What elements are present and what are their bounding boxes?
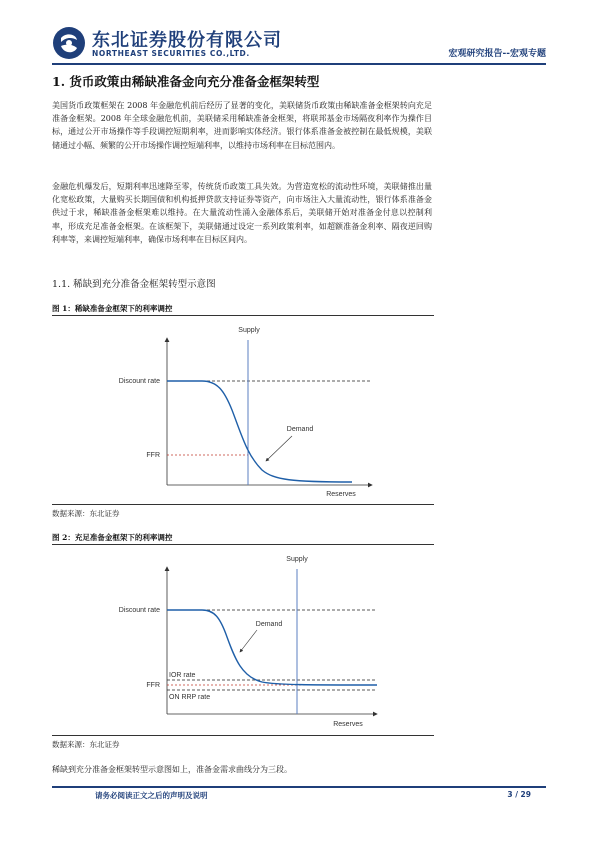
fig2-x-axis-label: Reserves: [333, 721, 363, 728]
figure-2-bottom-rule: [52, 735, 434, 736]
fig2-supply-label: Supply: [286, 556, 308, 563]
page-number: 3 / 29: [507, 790, 531, 799]
subsection-heading: 1.1. 稀缺到充分准备金框架转型示意图: [52, 279, 216, 290]
figure-2-title: 图 2：充足准备金框架下的利率调控: [52, 533, 173, 542]
paragraph-1: 美国货币政策框架在 2008 年金融危机前后经历了显著的变化，美联储货币政策由稀缺准备金框架转向充足准备金框架。2008 年全球金融危机前，美联储采用稀缺准备金框架，将联邦基金市场隔夜利率作为操作目标，通过公开市场操作等手段调控短期利率，进而影响实体经济。银行体系准备金被控制在最低规模，美联储通过小幅、频繁的公开市场操作调控短端利率，以维持市场利率在目标范围内。: [52, 101, 432, 150]
fig1-ffr-label: FFR: [146, 452, 160, 459]
paragraph-2: 金融危机爆发后，短期利率迅速降至零，传统货币政策工具失效。为营造宽松的流动性环境，美联储推出量化宽松政策，大量购买长期国债和机构抵押贷款支持证券等资产，向市场注入大量流动性，银行体系准备金供过于求，稀缺准备金框架难以维持。在大量流动性涌入金融体系后，美联储开始对准备金付息以控制利率，形成充足准备金框架。在该框架下，美联储通过设定一系列政策利率，如超额准备金利率、隔夜逆回购利率等，来调控短端利率，确保市场利率在目标区间内。: [52, 182, 432, 244]
section-heading: 1. 货币政策由稀缺准备金向充分准备金框架转型: [52, 74, 320, 89]
fig2-demand-label: Demand: [255, 621, 283, 628]
report-type: 宏观研究报告--宏观专题: [448, 49, 546, 59]
fig1-discount-rate-label: Discount rate: [118, 378, 160, 385]
figure-1-title: 图 1：稀缺准备金框架下的利率调控: [52, 304, 173, 313]
company-name-en: NORTHEAST SECURITIES CO.,LTD.: [92, 49, 250, 58]
fig1-demand-label: Demand: [286, 426, 314, 433]
fig2-on-rrp-label: ON RRP rate: [169, 694, 211, 701]
fig2-demand-pointer: [240, 630, 257, 652]
figure-1-top-rule: [52, 315, 434, 316]
header-divider: [52, 63, 546, 65]
fig1-supply-label: Supply: [238, 327, 260, 334]
fig1-demand-pointer: [266, 436, 292, 461]
figure-2-top-rule: [52, 544, 434, 545]
company-logo-icon: [52, 26, 86, 60]
fig2-ffr-label: FFR: [146, 682, 160, 689]
report-header: [52, 24, 546, 64]
figure-1-source: 数据来源：东北证券: [52, 509, 120, 518]
fig2-ior-label: IOR rate: [169, 672, 196, 679]
figure-1-chart: [52, 318, 434, 504]
company-name-cn: 东北证券股份有限公司: [92, 30, 282, 51]
figure-2-chart: [52, 547, 434, 735]
figure-1-bottom-rule: [52, 504, 434, 505]
footer-divider: [52, 786, 546, 788]
figure-2-source: 数据来源：东北证券: [52, 740, 120, 749]
fig1-demand-curve: [167, 381, 352, 482]
fig2-discount-rate-label: Discount rate: [118, 607, 160, 614]
closing-sentence: 稀缺到充分准备金框架转型示意图如上，准备金需求曲线分为三段。: [52, 765, 292, 774]
fig1-x-axis-label: Reserves: [326, 491, 356, 498]
footer-disclaimer[interactable]: 请务必阅读正文之后的声明及说明: [95, 791, 208, 800]
